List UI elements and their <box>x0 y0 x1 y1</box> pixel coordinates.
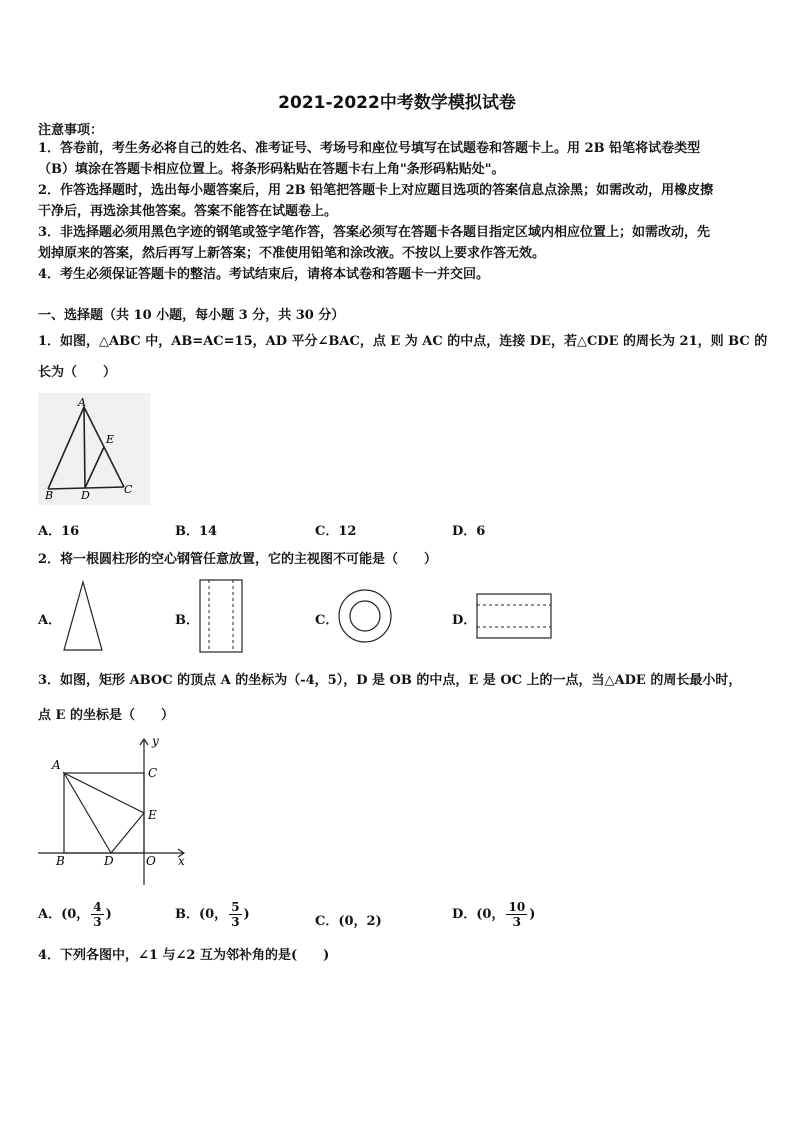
q3-label-e: E <box>148 808 157 822</box>
section-heading: 一、选择题（共 10 小题，每小题 3 分，共 30 分） <box>38 308 345 323</box>
q3-option-b: B．(0， $\frac{5}{3}$ ) <box>175 900 250 929</box>
q3-option-d: D．(0， $\frac{10}{3}$ ) <box>452 900 536 929</box>
q1-stem-line1: 1．如图，△ABC 中，AB=AC=15，AD 平分∠BAC，点 E 为 AC 的中点，连接 DE，若△CDE 的周长为 21，则 BC 的 <box>38 334 768 349</box>
notice-line-5: 3．非选择题必须用黑色字迹的钢笔或签字笔作答，答案必须写在答题卡各题目指定区域内相应位置上；如需改动，先 <box>38 225 711 240</box>
q1-option-d: D．6 <box>452 524 486 539</box>
q1-label-a: A <box>78 396 86 409</box>
q1-label-b: B <box>45 489 54 502</box>
q1-triangle-figure <box>38 393 150 505</box>
q3-option-a: A．(0， $\frac{4}{3}$ ) <box>38 900 112 929</box>
q3-label-d: D <box>104 854 114 868</box>
q1-label-c: C <box>124 483 133 496</box>
q3-label-b: B <box>56 854 65 868</box>
notice-line-1: 1．答卷前，考生务必将自己的姓名、准考证号、考场号和座位号填写在试题卷和答题卡上。用 2B 铅笔将试卷类型 <box>38 141 701 156</box>
q3-label-y: y <box>152 735 159 748</box>
q3-label-a: A <box>52 758 61 772</box>
q3-label-c: C <box>148 766 158 780</box>
q3-label-o: O <box>146 854 156 868</box>
q4-stem: 4．下列各图中，∠1 与∠2 互为邻补角的是( ) <box>38 948 330 963</box>
q2-option-a-label: A． <box>38 613 62 628</box>
q3-option-c: C．(0，2) <box>315 914 382 929</box>
q2-option-c-ring <box>337 588 393 644</box>
q1-option-c: C．12 <box>315 524 357 539</box>
q2-option-a-triangle <box>60 580 106 654</box>
q1-label-d: D <box>81 489 90 502</box>
q3-label-x: x <box>178 854 185 868</box>
q1-option-b: B．14 <box>175 524 218 539</box>
q2-option-d-label: D． <box>452 613 477 628</box>
q2-option-d-rect-dashed <box>475 592 553 640</box>
q2-option-b-label: B． <box>175 613 199 628</box>
q3-stem-line1: 3．如图，矩形 ABOC 的顶点 A 的坐标为（-4，5），D 是 OB 的中点，E 是 OC 上的一点，当△ADE 的周长最小时， <box>38 673 742 688</box>
q2-option-c-label: C． <box>315 613 339 628</box>
q2-stem: 2．将一根圆柱形的空心钢管任意放置，它的主视图不可能是（ ） <box>38 552 438 567</box>
notice-line-2: （B）填涂在答题卡相应位置上。将条形码粘贴在答题卡右上角"条形码粘贴处"。 <box>38 162 505 177</box>
q1-stem-line2: 长为（ ） <box>38 365 117 380</box>
notice-line-6: 划掉原来的答案，然后再写上新答案；不准使用铅笔和涂改液。不按以上要求作答无效。 <box>38 246 546 261</box>
q3-stem-line2: 点 E 的坐标是（ ） <box>38 708 174 723</box>
q2-option-b-rect-dashed <box>198 578 244 654</box>
notice-line-7: 4．考生必须保证答题卡的整洁。考试结束后，请将本试卷和答题卡一并交回。 <box>38 267 490 282</box>
notice-heading: 注意事项： <box>38 123 104 138</box>
notice-line-4: 干净后，再选涂其他答案。答案不能答在试题卷上。 <box>38 204 338 219</box>
q3-coordinate-figure <box>38 735 190 887</box>
page-title: 2021-2022中考数学模拟试卷 <box>278 93 516 113</box>
q1-label-e: E <box>106 433 115 446</box>
q1-option-a: A．16 <box>38 524 80 539</box>
notice-line-3: 2．作答选择题时，选出每小题答案后，用 2B 铅笔把答题卡上对应题目选项的答案信息点涂黑；如需改动，用橡皮擦 <box>38 183 714 198</box>
